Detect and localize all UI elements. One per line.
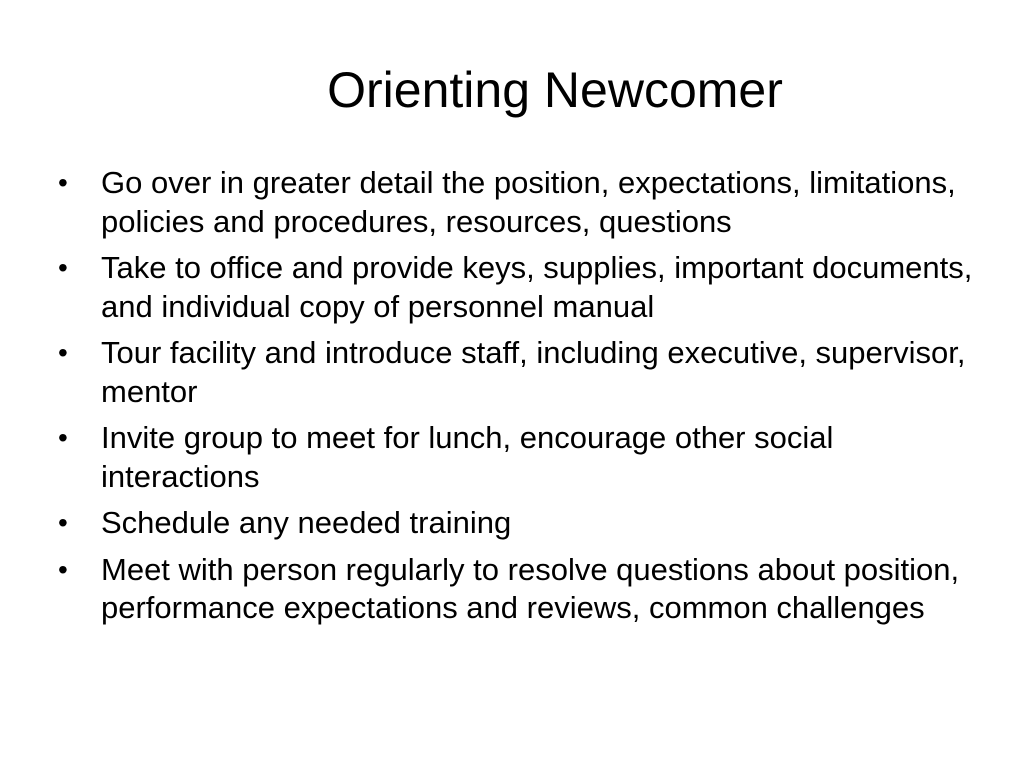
bullet-item bbox=[58, 504, 998, 543]
bullet-item bbox=[58, 334, 998, 411]
bullet-text: Tour facility and introduce staff, including executive, supervisor, mentor bbox=[101, 335, 966, 409]
bullet-text: Invite group to meet for lunch, encourage other social interactions bbox=[101, 420, 834, 494]
bullet-item bbox=[58, 551, 998, 628]
slide-title: Orienting Newcomer bbox=[327, 62, 783, 118]
bullet-text: Meet with person regularly to resolve questions about position, performance expectations and reviews, common challenges bbox=[101, 551, 960, 625]
bullet-item bbox=[58, 164, 998, 241]
bullet-text: Schedule any needed training bbox=[101, 505, 512, 540]
bullet-dot-icon: • bbox=[58, 167, 68, 198]
bullet-text: Take to office and provide keys, supplies, important documents, and individual copy of personnel manual bbox=[101, 250, 973, 324]
bullet-item bbox=[58, 249, 998, 326]
bullet-text: Go over in greater detail the position, expectations, limitations, policies and procedures, resources, questions bbox=[101, 165, 956, 239]
bullet-list bbox=[58, 164, 998, 636]
bullet-item bbox=[58, 419, 998, 496]
bullet-dot-icon: • bbox=[58, 553, 68, 585]
bullet-dot-icon: • bbox=[58, 252, 68, 283]
bullet-dot-icon: • bbox=[58, 507, 68, 538]
bullet-dot-icon: • bbox=[58, 337, 68, 368]
bullet-dot-icon: • bbox=[58, 422, 68, 453]
